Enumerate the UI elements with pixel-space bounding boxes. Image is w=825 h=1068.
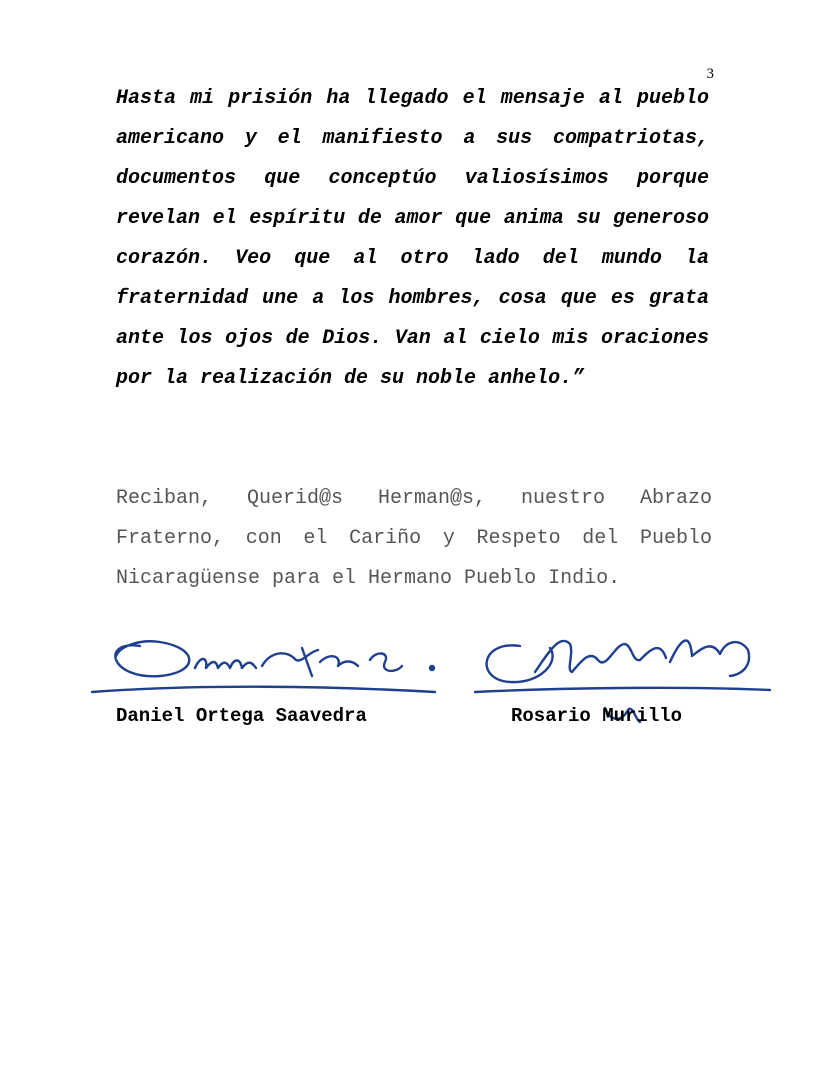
quoted-paragraph: Hasta mi prisión ha llegado el mensaje al pueblo americano y el manifiesto a sus compatriotas, documentos que conceptúo valiosísimos porque revelan el espíritu de amor que anima su generoso corazón. Veo que al otro lado del mundo la fraternidad une a los hombres, cosa que es grata ante los ojos de Dios. Van al cielo mis oraciones por la realización de su noble anhelo.” xyxy=(116,87,709,390)
signature-daniel-ortega xyxy=(92,641,435,692)
closing-paragraph: Reciban, Querid@s Herman@s, nuestro Abrazo Fraterno, con el Cariño y Respeto del Pueblo Nicaragüense para el Hermano Pueblo Indio. xyxy=(116,487,712,590)
signer-name-rosario-murillo: Rosario Murillo xyxy=(511,705,683,727)
page-number: 3 xyxy=(706,66,714,82)
signer-name-daniel-ortega: Daniel Ortega Saavedra xyxy=(116,705,367,727)
